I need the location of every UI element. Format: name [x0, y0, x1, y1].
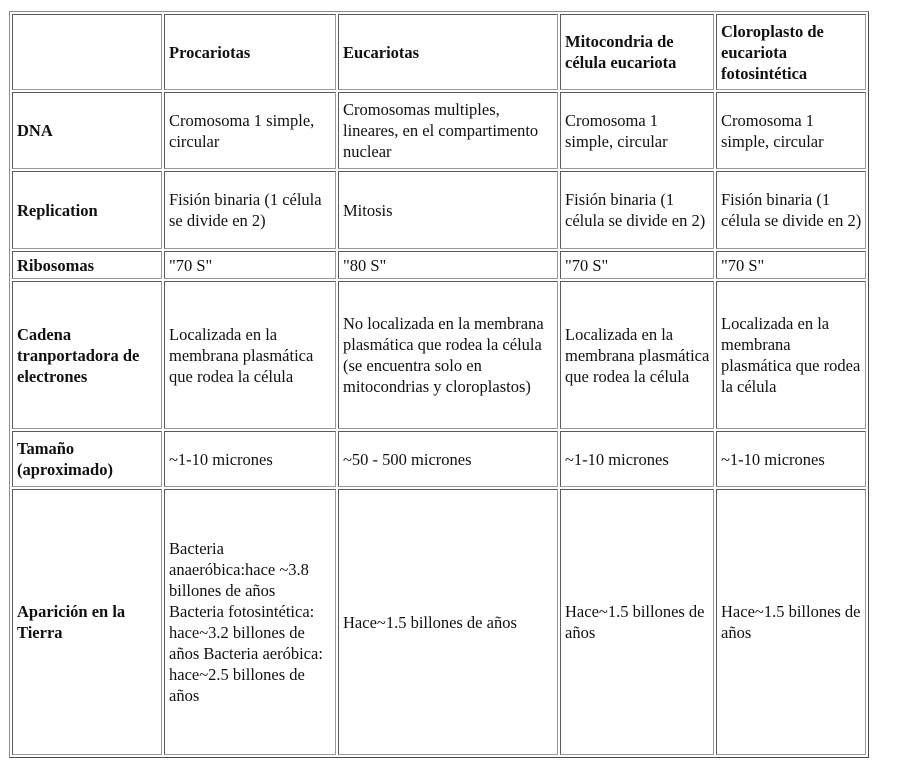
comparison-table: [9, 11, 869, 758]
cell-ribosomas-mitocondria: "70 S": [560, 251, 714, 279]
table-row-aparicion: [12, 489, 866, 755]
cell-replication-mitocondria: Fisión binaria (1 célula se divide en 2): [560, 171, 714, 249]
cell-ribosomas-eucariotas: "80 S": [338, 251, 558, 279]
cell-cadena-eucariotas: No localizada en la membrana plasmática que rodea la célula (se encuentra solo en mitocondrias y cloroplastos): [338, 281, 558, 429]
header-procariotas: Procariotas: [164, 14, 336, 90]
cell-tamano-eucariotas: ~50 - 500 micrones: [338, 431, 558, 487]
cell-ribosomas-cloroplasto: "70 S": [716, 251, 866, 279]
cell-replication-cloroplasto: Fisión binaria (1 célula se divide en 2): [716, 171, 866, 249]
cell-aparicion-cloroplasto: Hace~1.5 billones de años: [716, 489, 866, 755]
header-cloroplasto: Cloroplasto de eucariota fotosintética: [716, 14, 866, 90]
header-mitocondria: Mitocondria de célula eucariota: [560, 14, 714, 90]
row-label-aparicion: Aparición en la Tierra: [12, 489, 162, 755]
row-label-dna: DNA: [12, 92, 162, 169]
table-row-dna: [12, 92, 866, 169]
row-label-tamano: Tamaño (aproximado): [12, 431, 162, 487]
row-label-cadena: Cadena tranportadora de electrones: [12, 281, 162, 429]
table-row-replication: [12, 171, 866, 249]
table-row-tamano: [12, 431, 866, 487]
cell-dna-cloroplasto: Cromosoma 1 simple, circular: [716, 92, 866, 169]
cell-tamano-cloroplasto: ~1-10 micrones: [716, 431, 866, 487]
row-label-replication: Replication: [12, 171, 162, 249]
cell-replication-procariotas: Fisión binaria (1 célula se divide en 2): [164, 171, 336, 249]
cell-cadena-cloroplasto: Localizada en la membrana plasmática que rodea la célula: [716, 281, 866, 429]
cell-cadena-procariotas: Localizada en la membrana plasmática que rodea la célula: [164, 281, 336, 429]
cell-replication-eucariotas: Mitosis: [338, 171, 558, 249]
cell-dna-procariotas: Cromosoma 1 simple, circular: [164, 92, 336, 169]
cell-cadena-mitocondria: Localizada en la membrana plasmática que rodea la célula: [560, 281, 714, 429]
row-label-ribosomas: Ribosomas: [12, 251, 162, 279]
cell-aparicion-mitocondria: Hace~1.5 billones de años: [560, 489, 714, 755]
cell-aparicion-procariotas: Bacteria anaeróbica:hace ~3.8 billones de años Bacteria fotosintética: hace~3.2 billones de años Bacteria aeróbica: hace~2.5 billones de años: [164, 489, 336, 755]
cell-aparicion-eucariotas: Hace~1.5 billones de años: [338, 489, 558, 755]
cell-tamano-mitocondria: ~1-10 micrones: [560, 431, 714, 487]
cell-ribosomas-procariotas: "70 S": [164, 251, 336, 279]
cell-dna-mitocondria: Cromosoma 1 simple, circular: [560, 92, 714, 169]
table-row-ribosomas: [12, 251, 866, 279]
header-eucariotas: Eucariotas: [338, 14, 558, 90]
header-corner: [12, 14, 162, 90]
cell-tamano-procariotas: ~1-10 micrones: [164, 431, 336, 487]
table-header-row: [12, 14, 866, 90]
cell-dna-eucariotas: Cromosomas multiples, lineares, en el compartimento nuclear: [338, 92, 558, 169]
table-row-cadena: [12, 281, 866, 429]
